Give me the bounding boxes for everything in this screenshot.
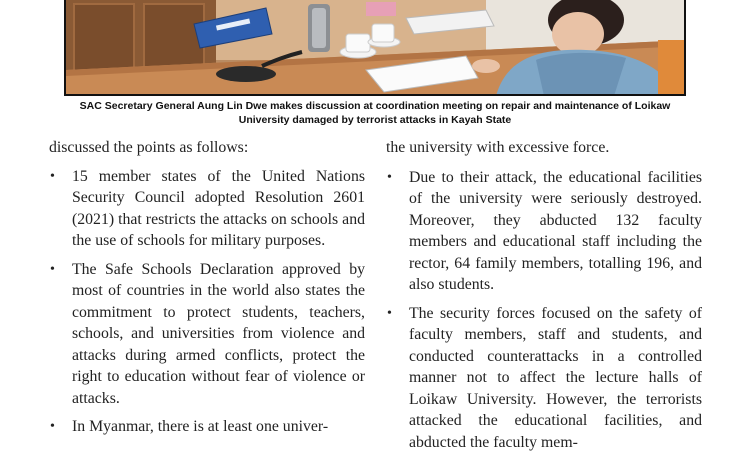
bullet-icon: • (50, 419, 55, 434)
list-item-text: Due to their attack, the educational facilities of the university were seriously destroyed. Moreover, they abducted 132 faculty members and educational staff including the rector, 64 family members, totalling 196, and also students. (409, 168, 702, 293)
list-item-text: The Safe Schools Declaration approved by most of countries in the world also states the commitment to protect students, teachers, schools, and universities from violence and attacks during armed conflicts, protect the right to education without fear of violence or attacks. (72, 260, 365, 407)
right-intro: the university with excessive force. (386, 139, 610, 156)
list-item (49, 166, 365, 252)
left-bullet-list (49, 166, 365, 438)
caption-line-1: SAC Secretary General Aung Lin Dwe makes discussion at coordination meeting on repair and maintenance of Loikaw (79, 100, 671, 112)
bullet-icon: • (50, 261, 55, 277)
meeting-photo (64, 0, 686, 96)
list-item (49, 416, 365, 438)
bullet-icon: • (387, 305, 392, 321)
left-column (49, 137, 365, 445)
bullet-icon: • (387, 169, 392, 185)
list-item-text: 15 member states of the United Nations Security Council adopted Resolution 2601 (2021) that restricts the attacks on schools and the use of schools for military purposes. (72, 167, 365, 249)
list-item (386, 167, 702, 296)
caption-line-2: University damaged by terrorist attacks in Kayah State (238, 114, 512, 126)
left-intro: discussed the points as follows: (49, 139, 249, 156)
right-bullet-list (386, 167, 702, 454)
right-column (386, 137, 702, 460)
bullet-icon: • (50, 168, 55, 184)
meeting-photo-illustration (66, 0, 686, 96)
list-item-text: The security forces focused on the safety of faculty members, staff and students, and conducted counterattacks in a controlled manner not to affect the lecture halls of Loikaw University. However, the terrorists attacked the educational facilities, and abducted the faculty mem- (409, 304, 702, 451)
list-item-text: In Myanmar, there is at least one univer- (72, 418, 329, 435)
photo-caption (40, 99, 710, 127)
list-item (386, 303, 702, 454)
list-item (49, 259, 365, 410)
